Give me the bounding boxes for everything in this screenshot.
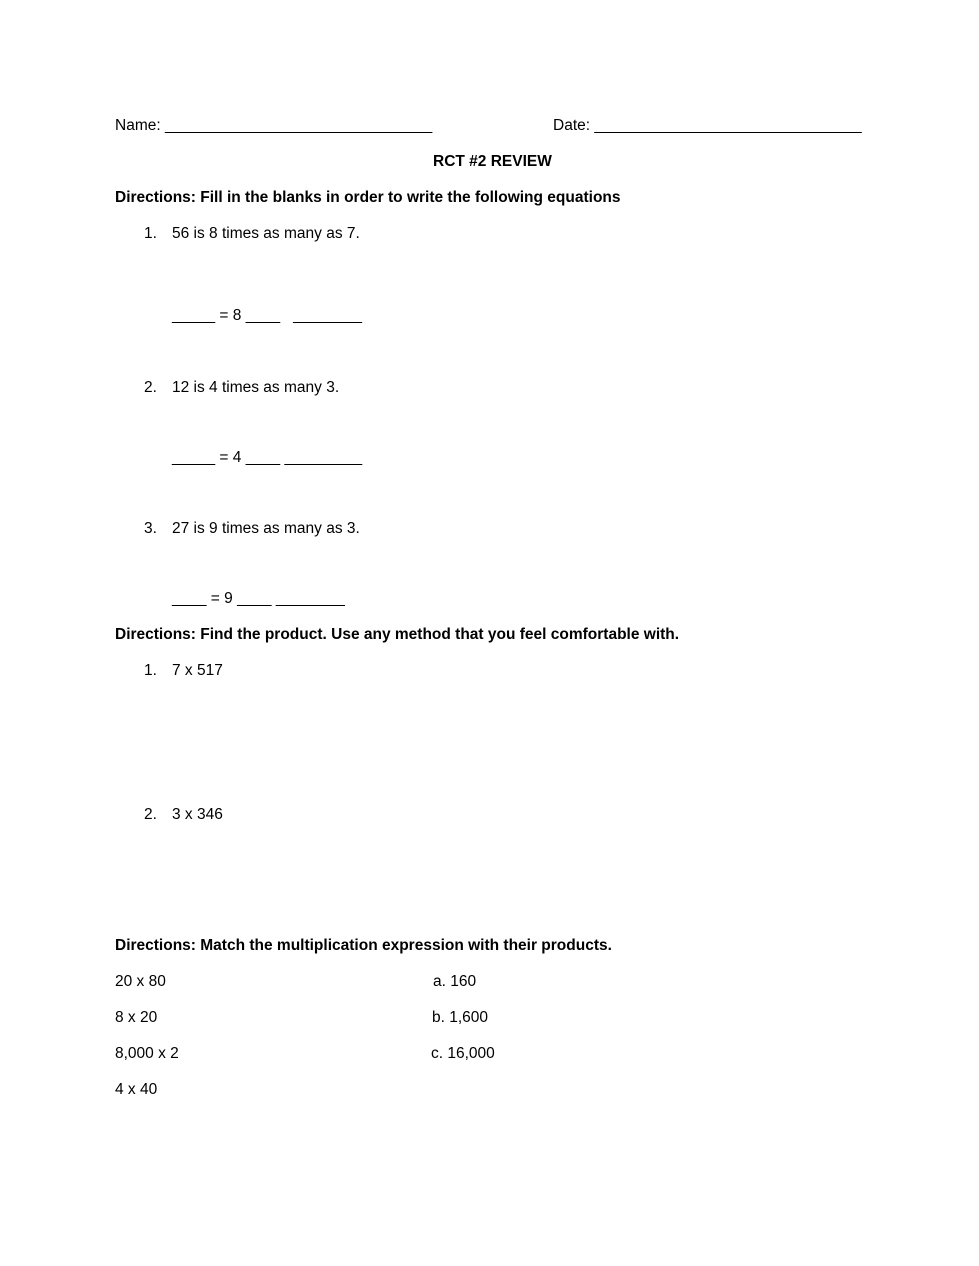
answer-blank: _____ = 4 ____ _________ — [172, 449, 363, 466]
expression-item: 8 x 20 — [115, 1009, 158, 1026]
product-item: a. 160 — [433, 973, 477, 990]
product-item: c. 16,000 — [431, 1045, 495, 1062]
expression-item: 20 x 80 — [115, 973, 166, 990]
date-field: Date: _______________________________ — [553, 117, 862, 134]
question-number: 1. — [144, 662, 157, 679]
question-number: 1. — [144, 225, 157, 242]
question-text: 3 x 346 — [172, 806, 223, 823]
answer-blank: ____ = 9 ____ ________ — [172, 590, 345, 607]
answer-blank: _____ = 8 ____ ________ — [172, 307, 363, 324]
section2-directions: Directions: Find the product. Use any method that you feel comfortable with. — [115, 626, 680, 643]
question-number: 2. — [144, 806, 157, 823]
section1-directions: Directions: Fill in the blanks in order to write the following equations — [115, 189, 621, 206]
question-text: 12 is 4 times as many 3. — [172, 379, 340, 396]
expression-item: 4 x 40 — [115, 1081, 158, 1098]
question-number: 2. — [144, 379, 157, 396]
name-field: Name: _______________________________ — [115, 117, 433, 134]
question-text: 27 is 9 times as many as 3. — [172, 520, 360, 537]
question-text: 7 x 517 — [172, 662, 223, 679]
question-number: 3. — [144, 520, 157, 537]
question-text: 56 is 8 times as many as 7. — [172, 225, 360, 242]
page-title: RCT #2 REVIEW — [433, 153, 552, 170]
expression-item: 8,000 x 2 — [115, 1045, 179, 1062]
product-item: b. 1,600 — [432, 1009, 489, 1026]
section3-directions: Directions: Match the multiplication expression with their products. — [115, 937, 612, 954]
